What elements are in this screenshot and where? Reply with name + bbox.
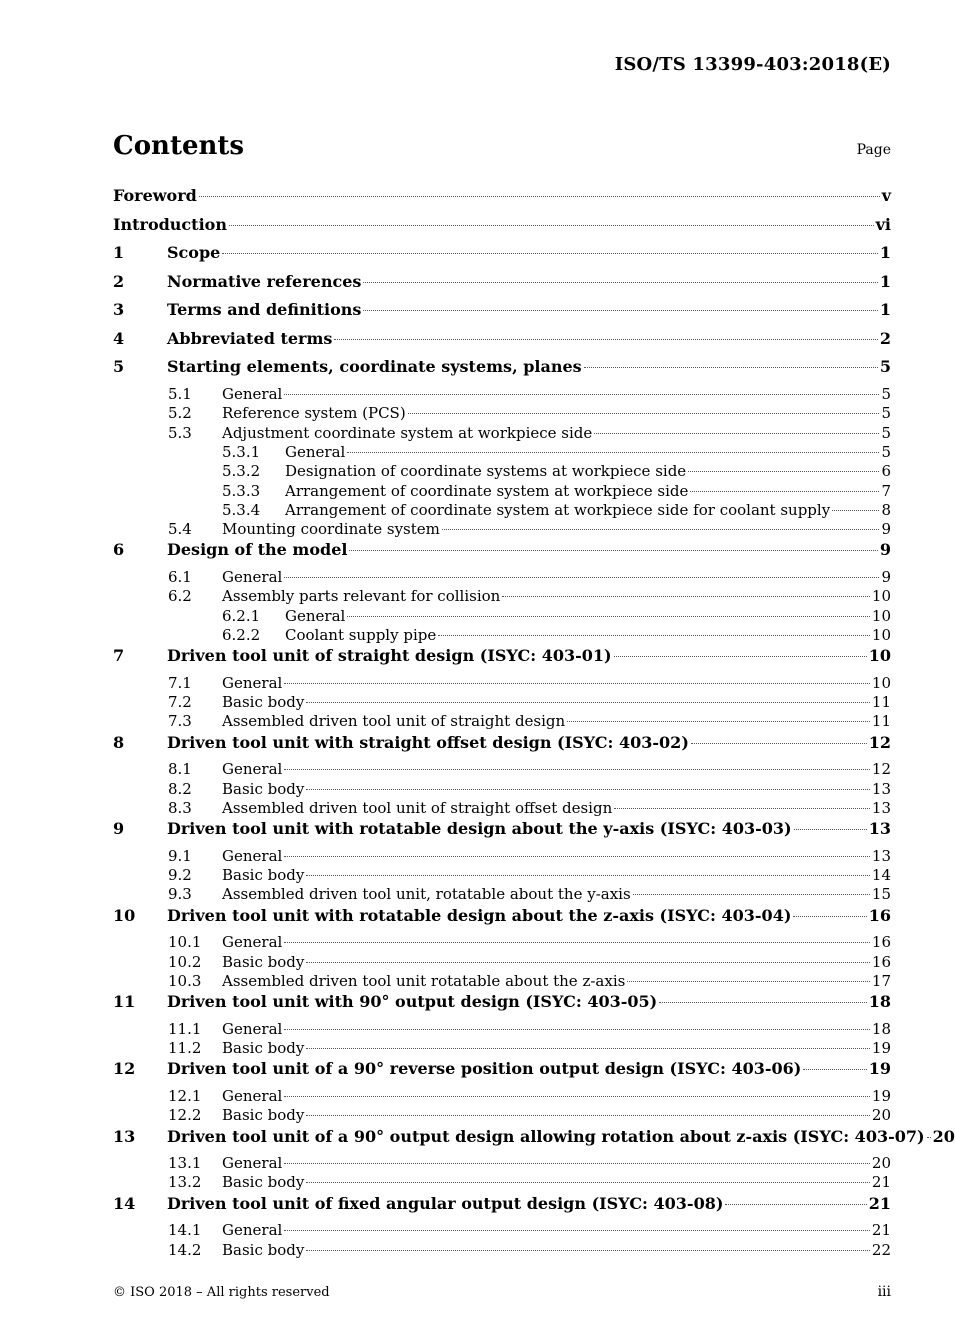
toc-entry-title[interactable]: Driven tool unit with straight offset design (ISYC: 403-02) [167, 732, 689, 752]
dot-leader [442, 529, 880, 530]
dot-leader [284, 1096, 870, 1097]
toc-entry-title[interactable]: Assembled driven tool unit of straight offset design [222, 798, 613, 817]
toc-entry-title[interactable]: General [222, 760, 283, 779]
toc-entry-page[interactable]: 7 [881, 481, 891, 500]
toc-entry-number: 6.2.1 [222, 606, 261, 625]
toc-entry-title[interactable]: General [222, 1019, 283, 1038]
toc-entry-number: 14.1 [168, 1221, 202, 1240]
toc-entry-page[interactable]: 13 [871, 846, 891, 865]
dot-leader [306, 1048, 870, 1049]
toc-entry-page[interactable]: 13 [871, 798, 891, 817]
toc-entry[interactable] [113, 501, 891, 520]
toc-entry-title[interactable]: Basic body [222, 1173, 305, 1192]
toc-entry[interactable] [113, 953, 891, 972]
toc-entry-number: 3 [113, 300, 125, 320]
toc-entry[interactable] [113, 587, 891, 606]
toc-entry-title[interactable]: Driven tool unit of straight design (ISYC: 403-01) [167, 646, 612, 666]
toc-entry-title[interactable]: Scope [167, 243, 221, 263]
dot-leader [229, 225, 874, 226]
toc-entry-title[interactable]: Foreword [113, 186, 197, 205]
toc-entry-title[interactable]: Coolant supply pipe [285, 625, 437, 644]
toc-entry-title[interactable]: Introduction [113, 214, 227, 234]
dot-leader [363, 282, 877, 283]
dot-leader [438, 635, 870, 636]
toc-entry-number: 11.2 [168, 1039, 202, 1058]
toc-entry-title[interactable]: Assembled driven tool unit rotatable about the z-axis [222, 971, 626, 990]
toc-entry-page[interactable]: 9 [879, 540, 891, 560]
toc-entry-page[interactable]: 2 [879, 328, 891, 348]
toc-entry-title[interactable]: Arrangement of coordinate system at workpiece side [285, 481, 689, 500]
toc-entry[interactable] [113, 972, 891, 991]
toc-entry[interactable] [113, 568, 891, 587]
toc-entry[interactable] [113, 443, 891, 462]
toc-entry[interactable] [113, 271, 891, 300]
toc-entry-page[interactable]: 14 [871, 866, 891, 885]
toc-entry-number: 5.3.3 [222, 481, 261, 500]
dot-leader [927, 1137, 931, 1138]
toc-entry-number: 9.3 [168, 885, 192, 904]
toc-entry[interactable] [113, 626, 891, 645]
toc-entry-page[interactable]: 9 [881, 568, 891, 587]
toc-entry-number: 13.1 [168, 1154, 202, 1173]
toc-entry-page[interactable]: 20 [871, 1106, 891, 1125]
toc-entry-number: 1 [113, 243, 125, 263]
toc-entry-title[interactable]: Abbreviated terms [167, 328, 333, 348]
toc-entry[interactable] [113, 607, 891, 626]
toc-entry-title[interactable]: General [222, 673, 283, 692]
dot-leader [408, 413, 880, 414]
toc-entry-title[interactable]: Starting elements, coordinate systems, planes [167, 357, 582, 377]
dot-leader [691, 743, 867, 744]
toc-entry-number: 8.1 [168, 760, 192, 779]
toc-entry-page[interactable]: 21 [871, 1221, 891, 1240]
dot-leader [803, 1069, 866, 1070]
toc-entry[interactable] [113, 885, 891, 904]
dot-leader [584, 367, 878, 368]
toc-entry[interactable] [113, 760, 891, 779]
toc-entry-title[interactable]: General [222, 1221, 283, 1240]
toc-entry-title[interactable]: Reference system (PCS) [222, 404, 406, 423]
toc-entry-number: 14.2 [168, 1240, 202, 1259]
toc-entry[interactable] [113, 645, 891, 674]
toc-entry-page[interactable]: 5 [879, 357, 891, 377]
toc-entry[interactable] [113, 1241, 891, 1260]
toc-entry-page[interactable]: 22 [871, 1240, 891, 1259]
toc-entry[interactable] [113, 462, 891, 481]
toc-entry[interactable] [113, 712, 891, 731]
dot-leader [614, 656, 867, 657]
toc-entry-page[interactable]: 11 [871, 693, 891, 712]
toc-entry[interactable] [113, 520, 891, 539]
toc-entry-page[interactable]: 19 [868, 1059, 891, 1079]
toc-entry-title[interactable]: Basic body [222, 693, 305, 712]
toc-entry-number: 10 [113, 905, 136, 925]
toc-entry-number: 5.3.1 [222, 442, 261, 461]
toc-entry[interactable] [113, 385, 891, 404]
toc-entry-number: 8.2 [168, 779, 192, 798]
page-column-label: Page [856, 142, 891, 158]
toc-entry[interactable] [113, 674, 891, 693]
dot-leader [306, 962, 870, 963]
toc-entry-page[interactable]: 5 [881, 423, 891, 442]
copyright-notice: © ISO 2018 – All rights reserved [113, 1285, 330, 1300]
toc-entry[interactable] [113, 693, 891, 712]
page-title: Contents [113, 131, 245, 161]
toc-entry-page[interactable]: 10 [871, 673, 891, 692]
toc-entry-page[interactable]: 9 [881, 520, 891, 539]
toc-entry-title[interactable]: Terms and definitions [167, 300, 362, 320]
toc-entry-page[interactable]: 5 [881, 404, 891, 423]
dot-leader [284, 394, 879, 395]
toc-entry-title[interactable]: Basic body [222, 1106, 305, 1125]
toc-entry[interactable] [113, 242, 891, 271]
toc-entry-title[interactable]: General [222, 1154, 283, 1173]
toc-entry-title[interactable]: Adjustment coordinate system at workpiece side [222, 423, 593, 442]
dot-leader [334, 339, 877, 340]
toc-entry-number: 11 [113, 992, 136, 1012]
toc-entry[interactable] [113, 1087, 891, 1106]
toc-entry[interactable] [113, 539, 891, 568]
toc-entry-number: 13.2 [168, 1173, 202, 1192]
toc-entry-page[interactable]: 18 [868, 992, 891, 1012]
toc-entry-title[interactable]: Basic body [222, 866, 305, 885]
dot-leader [794, 829, 867, 830]
toc-entry-page[interactable]: v [881, 186, 891, 205]
toc-entry-title[interactable]: Mounting coordinate system [222, 520, 440, 539]
toc-entry-number: 10.1 [168, 933, 202, 952]
dot-leader [306, 1250, 870, 1251]
toc-entry-page[interactable]: 21 [871, 1173, 891, 1192]
toc-entry-title[interactable]: Basic body [222, 779, 305, 798]
toc-entry-page[interactable]: 20 [871, 1154, 891, 1173]
toc-entry-title[interactable]: Driven tool unit of a 90° reverse position output design (ISYC: 403-06) [167, 1059, 802, 1079]
toc-entry-title[interactable]: General [285, 606, 346, 625]
dot-leader [284, 683, 870, 684]
dot-leader [347, 452, 879, 453]
toc-entry-number: 5.2 [168, 404, 192, 423]
dot-leader [306, 875, 870, 876]
toc-entry-title[interactable]: Normative references [167, 271, 362, 291]
toc-entry-page[interactable]: 18 [871, 1019, 891, 1038]
toc-entry-page[interactable]: 16 [871, 933, 891, 952]
toc-entry-page[interactable]: 8 [881, 500, 891, 519]
dot-leader [284, 577, 879, 578]
toc-entry-title[interactable]: Driven tool unit with rotatable design about the z-axis (ISYC: 403-04) [167, 905, 792, 925]
toc-entry-page[interactable]: 15 [871, 885, 891, 904]
toc-entry[interactable] [113, 905, 891, 934]
toc-entry-title[interactable]: Driven tool unit with rotatable design about the y-axis (ISYC: 403-03) [167, 819, 792, 839]
toc-entry-title[interactable]: Design of the model [167, 540, 348, 560]
toc-entry-number: 12.2 [168, 1106, 202, 1125]
dot-leader [690, 491, 879, 492]
toc-entry-page[interactable]: 10 [871, 606, 891, 625]
toc-entry-number: 9.2 [168, 866, 192, 885]
toc-entry[interactable] [113, 847, 891, 866]
toc-entry[interactable] [113, 404, 891, 423]
toc-entry-page[interactable]: 20 [932, 1126, 955, 1146]
toc-entry-number: 11.1 [168, 1019, 202, 1038]
toc-entry[interactable] [113, 328, 891, 357]
dot-leader [284, 769, 870, 770]
toc-entry[interactable] [113, 1221, 891, 1240]
toc-entry[interactable] [113, 299, 891, 328]
dot-leader [567, 721, 870, 722]
toc-entry-number: 12 [113, 1059, 136, 1079]
toc-entry-number: 8 [113, 732, 125, 752]
toc-entry-page[interactable]: 16 [871, 952, 891, 971]
toc-entry-number: 13 [113, 1126, 136, 1146]
toc-entry-number: 2 [113, 271, 125, 291]
table-of-contents [113, 185, 955, 1260]
toc-entry-title[interactable]: General [285, 442, 346, 461]
dot-leader [306, 789, 870, 790]
toc-entry-number: 5.1 [168, 385, 192, 404]
dot-leader [222, 253, 878, 254]
toc-entry-number: 9.1 [168, 846, 192, 865]
toc-entry[interactable] [113, 1126, 955, 1155]
toc-entry-page[interactable]: 12 [868, 732, 891, 752]
toc-entry-number: 5.3 [168, 423, 192, 442]
dot-leader [347, 616, 870, 617]
toc-entry-page[interactable]: 17 [871, 971, 891, 990]
toc-entry[interactable] [113, 818, 891, 847]
toc-entry-title[interactable]: Driven tool unit of a 90° output design allowing rotation about z-axis (ISYC: 403-07) [167, 1126, 925, 1146]
toc-entry-page[interactable]: 19 [871, 1086, 891, 1105]
dot-leader [349, 550, 877, 551]
toc-entry-title[interactable]: Assembly parts relevant for collision [222, 587, 501, 606]
toc-entry-page[interactable]: 1 [879, 243, 891, 263]
toc-entry[interactable] [113, 214, 891, 243]
toc-entry-number: 12.1 [168, 1086, 202, 1105]
toc-entry-title[interactable]: Designation of coordinate systems at workpiece side [285, 462, 687, 481]
toc-entry[interactable] [113, 1020, 891, 1039]
toc-entry-page[interactable]: 21 [868, 1193, 891, 1213]
dot-leader [284, 856, 870, 857]
toc-entry-title[interactable]: Driven tool unit of fixed angular output design (ISYC: 403-08) [167, 1193, 724, 1213]
toc-entry[interactable] [113, 799, 891, 818]
toc-entry[interactable] [113, 991, 891, 1020]
toc-entry-page[interactable]: 5 [881, 442, 891, 461]
toc-entry[interactable] [113, 185, 891, 214]
dot-leader [502, 596, 870, 597]
page-number: iii [877, 1284, 891, 1300]
toc-entry[interactable] [113, 866, 891, 885]
toc-entry-number: 6.2 [168, 587, 192, 606]
toc-entry-page[interactable]: 10 [868, 646, 891, 666]
toc-entry-title[interactable]: Arrangement of coordinate system at workpiece side for coolant supply [285, 500, 831, 519]
dot-leader [725, 1204, 866, 1205]
toc-entry-page[interactable]: 1 [879, 300, 891, 320]
toc-entry-number: 6 [113, 540, 125, 560]
toc-entry-page[interactable]: 5 [881, 385, 891, 404]
toc-entry-page[interactable]: 19 [871, 1039, 891, 1058]
toc-entry-title[interactable]: Basic body [222, 1240, 305, 1259]
toc-entry[interactable] [113, 482, 891, 501]
toc-entry[interactable] [113, 933, 891, 952]
dot-leader [306, 1182, 870, 1183]
dot-leader [284, 1230, 870, 1231]
toc-entry-page[interactable]: 1 [879, 271, 891, 291]
dot-leader [284, 1163, 870, 1164]
toc-entry-page[interactable]: 13 [871, 779, 891, 798]
toc-entry-number: 7.1 [168, 673, 192, 692]
toc-entry-number: 8.3 [168, 798, 192, 817]
dot-leader [284, 1029, 870, 1030]
toc-entry-page[interactable]: 10 [871, 625, 891, 644]
toc-entry[interactable] [113, 1039, 891, 1058]
dot-leader [594, 433, 879, 434]
toc-entry-page[interactable]: 6 [881, 462, 891, 481]
dot-leader [363, 310, 877, 311]
document-id: ISO/TS 13399-403:2018(E) [614, 54, 891, 75]
toc-entry-page[interactable]: 10 [871, 587, 891, 606]
toc-entry-title[interactable]: Assembled driven tool unit, rotatable about the y-axis [222, 885, 631, 904]
toc-entry[interactable] [113, 1193, 891, 1222]
toc-entry[interactable] [113, 1058, 891, 1087]
toc-entry-title[interactable]: General [222, 1086, 283, 1105]
toc-entry-number: 5.3.2 [222, 462, 261, 481]
toc-entry-number: 4 [113, 328, 125, 348]
toc-entry[interactable] [113, 1154, 891, 1173]
dot-leader [306, 1115, 870, 1116]
toc-entry[interactable] [113, 1106, 891, 1125]
toc-entry-title[interactable]: General [222, 568, 283, 587]
dot-leader [614, 808, 870, 809]
dot-leader [199, 196, 880, 197]
toc-entry-number: 5.4 [168, 520, 192, 539]
toc-entry-title[interactable]: General [222, 933, 283, 952]
toc-entry-page[interactable]: 12 [871, 760, 891, 779]
toc-entry-page[interactable]: 16 [868, 905, 891, 925]
toc-entry-number: 5.3.4 [222, 500, 261, 519]
toc-entry[interactable] [113, 732, 891, 761]
toc-entry[interactable] [113, 356, 891, 385]
toc-entry-number: 14 [113, 1193, 136, 1213]
toc-entry-number: 6.1 [168, 568, 192, 587]
toc-entry-number: 6.2.2 [222, 625, 261, 644]
dot-leader [284, 942, 870, 943]
dot-leader [627, 981, 870, 982]
toc-entry-title[interactable]: General [222, 846, 283, 865]
toc-entry-page[interactable]: vi [875, 214, 891, 234]
toc-entry-title[interactable]: Basic body [222, 952, 305, 971]
dot-leader [633, 894, 870, 895]
toc-entry-number: 5 [113, 357, 125, 377]
toc-entry-number: 10.3 [168, 971, 202, 990]
toc-entry-page[interactable]: 11 [871, 712, 891, 731]
toc-entry-number: 10.2 [168, 952, 202, 971]
toc-entry[interactable] [113, 424, 891, 443]
toc-entry-number: 9 [113, 819, 125, 839]
dot-leader [306, 702, 870, 703]
toc-entry-number: 7.2 [168, 693, 192, 712]
toc-entry-title[interactable]: General [222, 385, 283, 404]
dot-leader [688, 471, 879, 472]
toc-entry-title[interactable]: Assembled driven tool unit of straight design [222, 712, 566, 731]
dot-leader [793, 916, 866, 917]
toc-entry-number: 7.3 [168, 712, 192, 731]
toc-entry[interactable] [113, 1173, 891, 1192]
dot-leader [659, 1002, 867, 1003]
toc-entry-title[interactable]: Driven tool unit with 90° output design (ISYC: 403-05) [167, 992, 658, 1012]
toc-entry-page[interactable]: 13 [868, 819, 891, 839]
dot-leader [832, 510, 879, 511]
toc-entry-title[interactable]: Basic body [222, 1039, 305, 1058]
toc-entry-number: 7 [113, 646, 125, 666]
toc-entry[interactable] [113, 780, 891, 799]
